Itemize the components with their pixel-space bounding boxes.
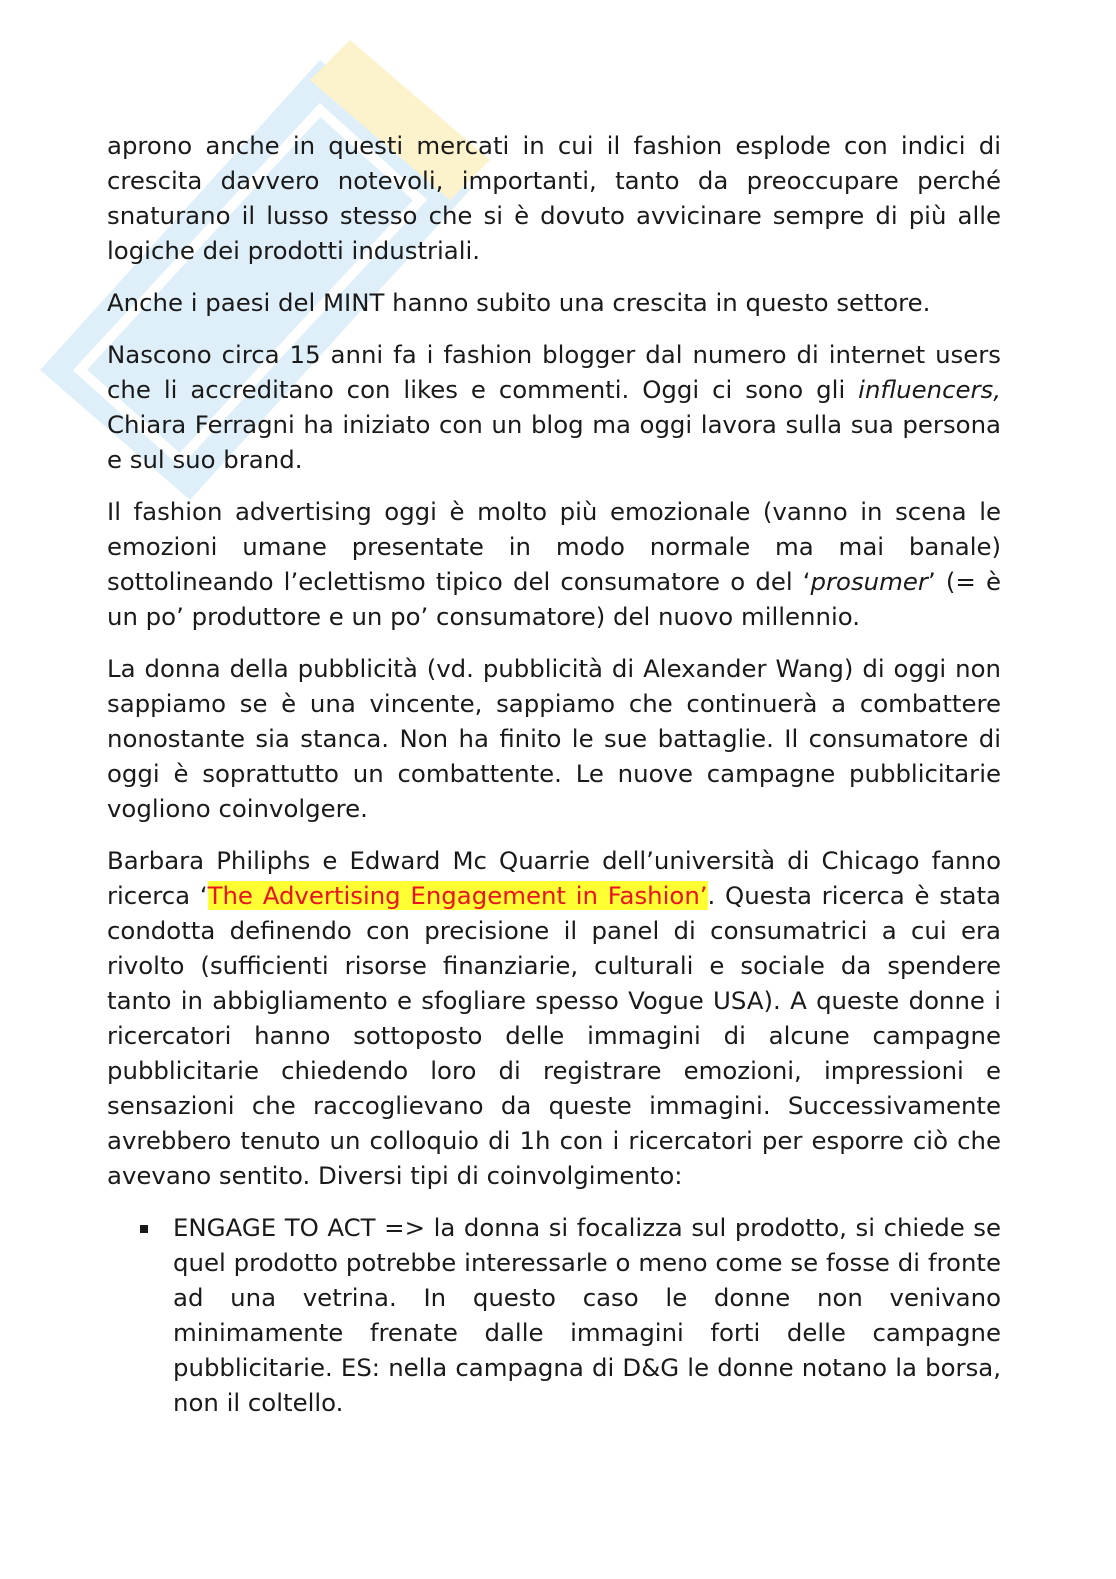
list-item-text: ENGAGE TO ACT => la donna si focalizza sul prodotto, si chiede se quel prodotto potrebbe interessarle o meno come se fosse di fronte ad una vetrina. In questo caso le donne non venivano minimamente frenate dalle immagini forti delle campagne pubblicitarie. ES: nella campagna di D&G le donne notano la borsa, non il coltello. [173,1213,1001,1417]
paragraph-1: aprono anche in questi mercati in cui il fashion esplode con indici di crescita davvero notevoli, importanti, tanto da preoccupare perché snaturano il lusso stesso che si è dovuto avvicinare sempre di più alle logiche dei prodotti industriali. [107,131,1001,265]
paragraph-6-text-a: Barbara Philiphs e Edward Mc Quarrie dell’università di Chicago fanno ricerca ‘ [107,846,1001,910]
list-item [173,1210,1001,1420]
paragraph-5: La donna della pubblicità (vd. pubblicità di Alexander Wang) di oggi non sappiamo se è una vincente, sappiamo che continuerà a combattere nonostante sia stanca. Non ha finito le sue battaglie. Il consumatore di oggi è soprattutto un combattente. Le nuove campagne pubblicitarie vogliono coinvolgere. [107,654,1001,823]
paragraph-3-text-b: Chiara Ferragni ha iniziato con un blog ma oggi lavora sulla sua persona e sul suo brand. [107,410,1001,474]
highlighted-title: The Advertising Engagement in Fashion’ [207,881,708,910]
paragraph-3-emphasis: influencers, [858,375,1001,404]
paragraph-4-text-a: Il fashion advertising oggi è molto più emozionale (vanno in scena le emozioni umane presentate in modo normale ma mai banale) sottolineando l’eclettismo tipico del consumatore o del ‘ [107,497,1001,596]
paragraph-4 [107,494,1001,634]
paragraph-3 [107,337,1001,477]
document-page [107,128,1001,1420]
paragraph-6 [107,843,1001,1193]
paragraph-2: Anche i paesi del MINT hanno subito una crescita in questo settore. [107,288,931,317]
square-bullet-icon [140,1225,148,1233]
paragraph-3-text-a: Nascono circa 15 anni fa i fashion blogger dal numero di internet users che li accreditano con likes e commenti. Oggi ci sono gli [107,340,1001,404]
bullet-list [107,1210,1001,1420]
paragraph-4-emphasis: prosumer [810,567,928,596]
paragraph-6-text-b: . Questa ricerca è stata condotta definendo con precisione il panel di consumatrici a cui era rivolto (sufficienti risorse finanziarie, culturali e sociale da spendere tanto in abbigliamento e sfogliare spesso Vogue USA). A queste donne i ricercatori hanno sottoposto delle immagini di alcune campagne pubblicitarie chiedendo loro di registrare emozioni, impressioni e sensazioni che raccoglievano da queste immagini. Successivamente avrebbero tenuto un colloquio di 1h con i ricercatori per esporre ciò che avevano sentito. Diversi tipi di coinvolgimento: [107,881,1001,1190]
paragraph-4-text-b: ’ (= è un po’ produttore e un po’ consumatore) del nuovo millennio. [107,567,1001,631]
